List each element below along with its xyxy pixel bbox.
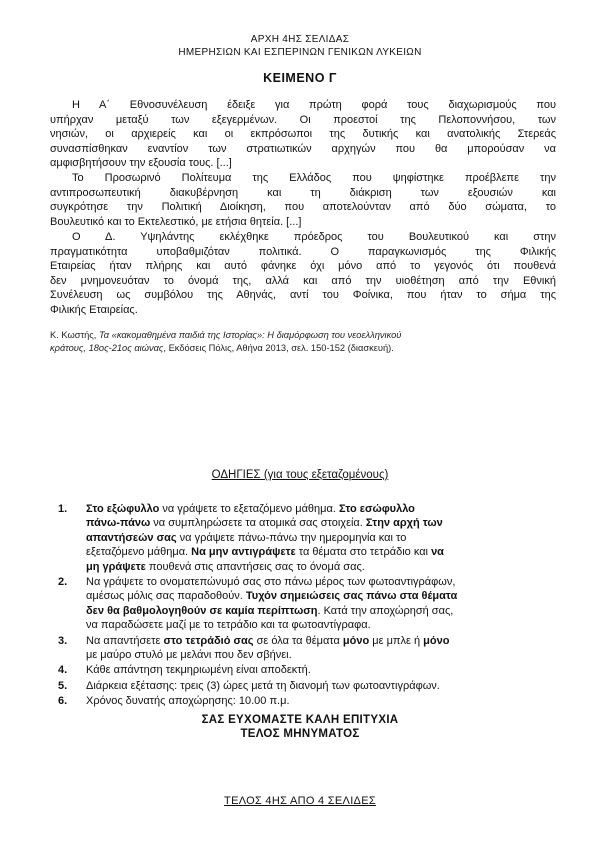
instruction-line xyxy=(86,502,558,516)
paragraph-1 xyxy=(50,98,556,171)
instruction-item xyxy=(58,679,558,693)
instruction-text: Χρόνος δυνατής αποχώρησης: 10.00 π.μ. xyxy=(86,695,290,708)
instruction-text: με μαύρο στυλό με μελάνι που δεν σβήνει. xyxy=(86,649,292,662)
text-title: ΚΕΙΜΕΝΟ Γ xyxy=(263,71,337,85)
instruction-number: 3. xyxy=(58,634,68,647)
instruction-line xyxy=(86,694,558,708)
instruction-emphasis: Στο εσώφυλλο xyxy=(338,503,415,515)
instruction-emphasis: Να μην αντιγράψετε xyxy=(191,546,296,559)
instruction-emphasis: μόνο xyxy=(342,634,370,647)
instruction-line xyxy=(86,604,558,618)
instruction-line xyxy=(86,545,558,559)
closing-end-message: ΤΕΛΟΣ ΜΗΝΥΜΑΤΟΣ xyxy=(240,728,360,740)
instruction-item xyxy=(58,575,558,633)
source-citation xyxy=(50,329,556,355)
paragraph-line: Το Προσωρινό Πολίτευμα της Ελλάδος που ψηφίστηκε προέβλεπε την xyxy=(72,172,556,184)
paragraph-line: Η Α΄ Εθνοσυνέλευση έδειξε για πρώτη φορά τους διαχωρισμούς που xyxy=(72,99,556,111)
paragraph-line: αντιπροσωπευτική διακυβέρνηση και τη διάκριση των εξουσιών και xyxy=(50,186,556,199)
paragraph-line: συνασπίσθηκαν εναντίον των στρατιωτικών αρχηγών που θα μπορούσαν να xyxy=(50,142,556,155)
instructions-list xyxy=(58,502,558,710)
paragraph-2 xyxy=(50,171,556,229)
instruction-emphasis: πάνω-πάνω xyxy=(86,517,151,530)
page-header-line2: ΗΜΕΡΗΣΙΩΝ ΚΑΙ ΕΣΠΕΡΙΝΩΝ ΓΕΝΙΚΩΝ ΛΥΚΕΙΩΝ xyxy=(178,47,422,58)
citation-details: , Εκδόσεις Πόλις, Αθήνα 2013, σελ. 150-152 (διασκευή). xyxy=(163,343,394,353)
instruction-line xyxy=(86,634,558,648)
paragraph-line: συγκρότησε την Πολιτική Διοίκηση, που αποτελούνταν από δύο σώματα, το xyxy=(50,201,556,214)
paragraph-line: Βουλευτικό και το Εκτελεστικό, με ετήσια θητεία. [...] xyxy=(50,215,302,228)
instruction-text: να γράψετε πάνω-πάνω την ημερομηνία και το xyxy=(176,531,407,544)
instruction-emphasis: απαντήσεών σας xyxy=(86,531,177,544)
instruction-text: πουθενά στις απαντήσεις σας το όνομά σας. xyxy=(145,560,365,573)
instruction-line xyxy=(86,618,558,632)
citation-author: Κ. Κωστής, xyxy=(50,330,99,340)
instruction-number: 1. xyxy=(58,503,68,515)
paragraph-line: δεν μνημονευόταν το όνομά της, αλλά και από την υιοθέτηση από την Εθνική xyxy=(50,274,556,287)
instruction-emphasis: να xyxy=(431,546,444,559)
instruction-line xyxy=(86,663,558,677)
instruction-text: να γράψετε το εξεταζόμενο μάθημα. xyxy=(159,503,339,515)
paragraph-line: Εταιρείας ήταν πλήρης και αυτό φάνηκε όχι μόνο από το γεγονός ότι πουθενά xyxy=(50,260,556,273)
instruction-emphasis: στο τετράδιό σας xyxy=(163,634,254,647)
instruction-line xyxy=(86,575,558,589)
instruction-emphasis: Τυχόν σημειώσεις σας πάνω στα θέματα xyxy=(245,590,458,603)
page-footer xyxy=(0,795,600,807)
instructions-title xyxy=(0,469,600,481)
instruction-text: Να γράψετε το ονοματεπώνυμό σας στο πάνω μέρος των φωτοαντιγράφων, xyxy=(86,576,456,589)
paragraph-3 xyxy=(50,230,556,318)
instruction-text: Διάρκεια εξέτασης: τρεις (3) ώρες μετά τη διανομή των φωτοαντιγράφων. xyxy=(86,679,440,692)
instruction-number: 4. xyxy=(58,664,68,677)
instruction-text: Κάθε απάντηση τεκμηριωμένη είναι αποδεκτή. xyxy=(86,664,311,677)
instruction-item xyxy=(58,663,558,677)
page-header-line1: ΑΡΧΗ 4ΗΣ ΣΕΛΙΔΑΣ xyxy=(250,34,350,45)
paragraph-line: Φιλικής Εταιρείας. xyxy=(50,303,138,316)
instruction-item xyxy=(58,502,558,574)
citation-work-line1: Τα «κακομαθημένα παιδιά της Ιστορίας»: Η διαμόρφωση του νεοελληνικού xyxy=(98,330,402,340)
instruction-item xyxy=(58,634,558,663)
instruction-line xyxy=(86,516,558,530)
instruction-number: 6. xyxy=(58,695,68,708)
instruction-text: αμέσως μόλις σας παραδοθούν. xyxy=(86,590,246,603)
instruction-line xyxy=(86,589,558,603)
closing-wish: ΣΑΣ ΕΥΧΟΜΑΣΤΕ ΚΑΛΗ ΕΠΙΤΥΧΙΑ xyxy=(201,714,399,726)
instruction-text: να συμπληρώσετε τα ατομικά σας στοιχεία. xyxy=(150,517,366,530)
instruction-number: 2. xyxy=(58,576,68,589)
instruction-text: . Κατά την αποχώρησή σας, xyxy=(317,604,454,617)
paragraph-line: υπήρχαν μεταξύ των εξεγερμένων. Οι προεστοί της Πελοποννήσου, των xyxy=(50,113,556,126)
instruction-item xyxy=(58,694,558,708)
instruction-line xyxy=(86,531,558,545)
instructions-title-text: ΟΔΗΓΙΕΣ (για τους εξεταζομένους) xyxy=(211,469,389,481)
paragraph-line: πραγματικότητα υποβαθμιζόταν πολιτικά. Ο παραγκωνισμός της Φιλικής xyxy=(50,245,556,258)
instruction-emphasis: δεν θα βαθμολογηθούν σε καμία περίπτωση xyxy=(86,604,318,617)
paragraph-line: αμφισβητήσουν την εξουσία τους. [...] xyxy=(50,157,232,170)
page-footer-text: ΤΕΛΟΣ 4ΗΣ ΑΠΟ 4 ΣΕΛΙΔΕΣ xyxy=(224,795,376,807)
paragraph-line: Ο Δ. Υψηλάντης εκλέχθηκε πρόεδρος του Βουλευτικού και στην xyxy=(72,231,556,243)
instruction-emphasis: Στο εξώφυλλο xyxy=(86,503,160,515)
instruction-line xyxy=(86,560,558,574)
instruction-line xyxy=(86,679,558,693)
instruction-line xyxy=(86,648,558,662)
instruction-text: εξεταζόμενο μάθημα. xyxy=(86,546,192,559)
instruction-text: σε όλα τα θέματα xyxy=(253,634,343,647)
paragraph-line: Συνέλευση ως συμβόλου της Αθηνάς, αντί του Φοίνικα, που ήταν το σήμα της xyxy=(50,289,556,302)
instruction-number: 5. xyxy=(58,679,68,692)
instruction-emphasis: μη γράψετε xyxy=(86,560,146,573)
citation-work-line2: κράτους, 18ος-21ος αιώνας xyxy=(50,343,164,353)
paragraph-line: νησιών, οι αρχιερείς και οι εκπρόσωποι της δυτικής και ανατολικής Στερεάς xyxy=(50,128,556,141)
instruction-emphasis: μόνο xyxy=(423,634,450,647)
instruction-text: τα θέματα στο τετράδιο και xyxy=(295,546,432,559)
instruction-emphasis: Στην αρχή των xyxy=(365,517,443,530)
instruction-text: να παραδώσετε μαζί με το τετράδιο και τα φωτοαντίγραφα. xyxy=(86,619,371,632)
instruction-text: με μπλε ή xyxy=(369,634,424,647)
instruction-text: Να απαντήσετε xyxy=(86,634,164,647)
